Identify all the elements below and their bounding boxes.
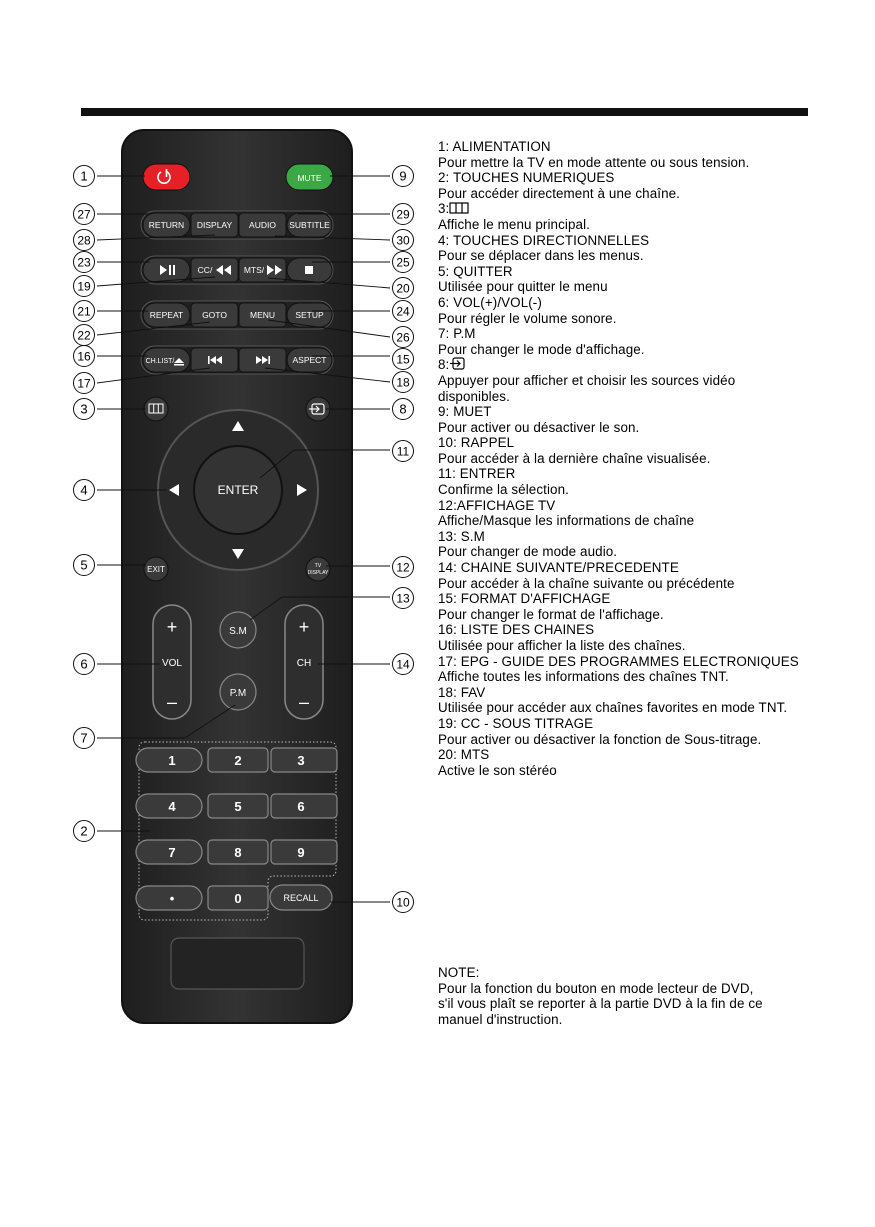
callout-30 xyxy=(393,230,414,251)
callout-13 xyxy=(393,588,414,609)
chlist-eject-button[interactable] xyxy=(143,348,190,372)
note-line: manuel d'instruction. xyxy=(438,1011,563,1027)
digit-button[interactable] xyxy=(136,840,202,864)
cc-label: CC/ xyxy=(197,265,213,275)
callout-17 xyxy=(74,373,95,394)
ch-minus-label: – xyxy=(298,692,310,712)
svg-text:10: 10 xyxy=(396,895,410,910)
note-line: NOTE: xyxy=(438,965,480,980)
ir-window xyxy=(171,938,304,989)
exit-button[interactable] xyxy=(144,557,168,581)
aspect-label: ASPECT xyxy=(292,355,327,365)
description-line: Affiche toutes les informations des chaînes TNT. xyxy=(438,669,729,685)
description-line: Pour mettre la TV en mode attente ou sous tension. xyxy=(438,154,750,170)
menu-grid-icon xyxy=(449,202,469,218)
mute-button[interactable] xyxy=(286,164,333,190)
svg-text:11: 11 xyxy=(396,444,410,459)
description-line: 16: LISTE DES CHAINES xyxy=(438,622,595,638)
description-line: Pour changer de mode audio. xyxy=(438,544,618,560)
description-line: Utilisée pour accéder aux chaînes favorites en mode TNT. xyxy=(438,700,788,716)
menu-label: MENU xyxy=(249,310,276,320)
callout-22 xyxy=(74,325,95,346)
digit-button[interactable] xyxy=(271,840,337,864)
recall-label: RECALL xyxy=(283,893,319,903)
aspect-button[interactable] xyxy=(287,348,332,372)
svg-text:18: 18 xyxy=(396,375,410,390)
description-line: Appuyer pour afficher et choisir les sources vidéo xyxy=(438,372,736,388)
description-line: Affiche/Masque les informations de chaîne xyxy=(438,513,695,529)
digit-button[interactable] xyxy=(208,748,268,772)
callout-24 xyxy=(393,301,414,322)
callout-11 xyxy=(393,441,414,462)
return-label: RETURN xyxy=(148,220,185,230)
callout-8 xyxy=(393,399,414,420)
svg-text:25: 25 xyxy=(396,255,410,270)
stop-icon xyxy=(305,266,313,274)
description-line: Pour se déplacer dans les menus. xyxy=(438,248,644,264)
svg-text:7: 7 xyxy=(80,730,88,746)
description-line: 12:AFFICHAGE TV xyxy=(438,497,556,513)
digit-label: 6 xyxy=(297,799,305,814)
description-line: 9: MUET xyxy=(438,404,492,420)
mts-forward-button[interactable] xyxy=(239,258,286,282)
previous-button[interactable] xyxy=(191,348,238,372)
svg-text:27: 27 xyxy=(77,207,91,222)
callout-23 xyxy=(74,252,95,273)
description-line: Affiche le menu principal. xyxy=(438,216,590,232)
callout-29 xyxy=(393,204,414,225)
vol-minus-label: – xyxy=(166,692,178,712)
callout-2 xyxy=(74,821,95,842)
svg-text:15: 15 xyxy=(396,352,410,367)
next-button[interactable] xyxy=(239,348,286,372)
description-line: 18: FAV xyxy=(438,684,486,700)
chlist-label: CH.LIST/ xyxy=(145,358,175,365)
svg-text:4: 4 xyxy=(80,482,88,498)
description-line: Pour accéder à la chaîne suivante ou précédente xyxy=(438,575,735,591)
description-line: Confirme la sélection. xyxy=(438,482,569,498)
digit-button[interactable] xyxy=(208,794,268,818)
description-line: 7: P.M xyxy=(438,326,476,342)
callout-9 xyxy=(393,166,414,187)
digit-label: 5 xyxy=(234,799,242,814)
callout-18 xyxy=(393,372,414,393)
svg-text:24: 24 xyxy=(396,304,410,319)
digit-button[interactable] xyxy=(136,886,202,910)
svg-text:3: 3 xyxy=(80,401,88,417)
pm-label: P.M xyxy=(229,688,247,699)
return-button[interactable] xyxy=(143,213,190,237)
svg-text:13: 13 xyxy=(396,591,410,606)
svg-text:16: 16 xyxy=(77,349,91,364)
callout-27 xyxy=(74,204,95,225)
svg-text:23: 23 xyxy=(77,255,91,270)
callout-7 xyxy=(74,728,95,749)
description-line: 2: TOUCHES NUMERIQUES xyxy=(438,170,615,186)
enter-label: ENTER xyxy=(217,483,259,497)
vol-plus-label: + xyxy=(166,617,178,637)
subtitle-label: SUBTITLE xyxy=(289,220,330,230)
svg-text:30: 30 xyxy=(396,233,410,248)
digit-label: 4 xyxy=(168,799,176,814)
callout-26 xyxy=(393,327,414,348)
audio-button[interactable] xyxy=(239,213,286,237)
svg-text:19: 19 xyxy=(77,279,91,294)
description-line: 14: CHAINE SUIVANTE/PRECEDENTE xyxy=(438,560,679,576)
repeat-button[interactable] xyxy=(143,303,190,327)
digit-label: • xyxy=(169,891,175,906)
svg-text:21: 21 xyxy=(77,304,91,319)
callout-14 xyxy=(393,654,414,675)
description-line: Pour changer le mode d'affichage. xyxy=(438,341,645,357)
callout-6 xyxy=(74,654,95,675)
source-input-icon xyxy=(449,357,465,374)
description-line: Pour activer ou désactiver la fonction de Sous-titrage. xyxy=(438,731,762,747)
digit-label: 8 xyxy=(234,845,242,860)
exit-label: EXIT xyxy=(147,565,165,574)
digit-button[interactable] xyxy=(208,840,268,864)
svg-text:5: 5 xyxy=(80,557,88,573)
digit-label: 9 xyxy=(297,845,305,860)
svg-text:1: 1 xyxy=(80,168,88,184)
svg-text:12: 12 xyxy=(396,560,410,575)
power-button[interactable] xyxy=(143,164,190,190)
description-line: 19: CC - SOUS TITRAGE xyxy=(438,715,594,731)
digit-label: 7 xyxy=(168,845,176,860)
callout-20 xyxy=(393,278,414,299)
menu-button[interactable] xyxy=(239,303,286,327)
note-line: s'il vous plaît se reporter à la partie DVD à la fin de ce xyxy=(438,996,763,1012)
description-line: disponibles. xyxy=(438,388,510,404)
callout-4 xyxy=(74,480,95,501)
sound-mode-button[interactable] xyxy=(220,612,256,648)
callout-15 xyxy=(393,349,414,370)
description-line: 17: EPG - GUIDE DES PROGRAMMES ELECTRONIQUES xyxy=(438,653,799,669)
description-line: 11: ENTRER xyxy=(438,466,516,482)
description-line: 1: ALIMENTATION xyxy=(438,139,551,154)
picture-mode-button[interactable] xyxy=(220,674,256,710)
description-line: 6: VOL(+)/VOL(-) xyxy=(438,294,542,310)
note-line: Pour la fonction du bouton en mode lecteur de DVD, xyxy=(438,980,754,996)
description-line: 3: xyxy=(438,201,868,217)
ch-label: CH xyxy=(296,658,312,669)
description-line: Pour changer le format de l'affichage. xyxy=(438,606,664,622)
sm-label: S.M xyxy=(229,626,247,637)
svg-text:2: 2 xyxy=(80,823,88,839)
svg-text:20: 20 xyxy=(396,281,410,296)
callout-10 xyxy=(393,892,414,913)
digit-button[interactable] xyxy=(271,794,337,818)
tv-display-button[interactable] xyxy=(306,557,330,581)
svg-text:26: 26 xyxy=(396,330,410,345)
description-line: 4: TOUCHES DIRECTIONNELLES xyxy=(438,232,650,248)
svg-text:8: 8 xyxy=(399,401,407,417)
svg-text:22: 22 xyxy=(77,328,91,343)
description-line: Pour régler le volume sonore. xyxy=(438,310,617,326)
tv-display-top-label: TV xyxy=(314,563,322,569)
description-line: Pour activer ou désactiver le son. xyxy=(438,419,640,435)
digit-button[interactable] xyxy=(136,748,202,772)
channel-rocker[interactable] xyxy=(285,605,323,719)
digit-label: 2 xyxy=(234,753,242,768)
display-button[interactable] xyxy=(191,213,238,237)
main-menu-button[interactable] xyxy=(144,397,168,421)
ch-plus-label: + xyxy=(298,617,310,637)
svg-text:6: 6 xyxy=(80,656,88,672)
digit-label: 3 xyxy=(297,753,305,768)
audio-label: AUDIO xyxy=(249,220,276,230)
setup-label: SETUP xyxy=(295,310,324,320)
digit-button[interactable] xyxy=(208,886,268,910)
vol-label: VOL xyxy=(161,658,183,669)
description-line: Utilisée pour quitter le menu xyxy=(438,279,608,295)
digit-label: 0 xyxy=(234,891,242,906)
digit-button[interactable] xyxy=(136,794,202,818)
callout-5 xyxy=(74,555,95,576)
description-line: 15: FORMAT D'AFFICHAGE xyxy=(438,591,611,607)
description-line: 8: xyxy=(438,357,868,373)
svg-text:17: 17 xyxy=(77,376,91,391)
callout-12 xyxy=(393,557,414,578)
goto-label: GOTO xyxy=(202,310,227,320)
description-line: 13: S.M xyxy=(438,528,485,544)
description-list xyxy=(438,139,868,778)
svg-text:9: 9 xyxy=(399,168,407,184)
description-line: 20: MTS xyxy=(438,747,490,763)
callout-21 xyxy=(74,301,95,322)
callout-1 xyxy=(74,166,95,187)
svg-text:28: 28 xyxy=(77,233,91,248)
description-line: 5: QUITTER xyxy=(438,263,513,279)
description-line: Pour accéder directement à une chaîne. xyxy=(438,185,680,201)
callout-25 xyxy=(393,252,414,273)
description-line: Utilisée pour afficher la liste des chaînes. xyxy=(438,638,686,653)
subtitle-button[interactable] xyxy=(287,213,332,237)
callout-16 xyxy=(74,346,95,367)
play-pause-button[interactable] xyxy=(143,258,190,282)
repeat-label: REPEAT xyxy=(149,310,184,320)
callout-19 xyxy=(74,276,95,297)
volume-rocker[interactable] xyxy=(153,605,191,719)
display-label: DISPLAY xyxy=(196,220,233,230)
description-line: Pour accéder à la dernière chaîne visualisée. xyxy=(438,450,711,466)
callout-28 xyxy=(74,230,95,251)
description-line: 10: RAPPEL xyxy=(438,435,515,451)
callout-3 xyxy=(74,399,95,420)
recall-button[interactable] xyxy=(270,885,332,910)
tv-display-bottom-label: DISPLAY xyxy=(307,570,329,576)
digit-label: 1 xyxy=(168,753,176,768)
description-line: Active le son stéréo xyxy=(438,762,557,778)
svg-text:14: 14 xyxy=(396,657,410,672)
svg-text:29: 29 xyxy=(396,207,410,222)
note-block xyxy=(438,965,868,1027)
mts-label: MTS/ xyxy=(243,265,265,275)
enter-button[interactable] xyxy=(194,446,282,534)
digit-button[interactable] xyxy=(271,748,337,772)
mute-label: MUTE xyxy=(297,173,322,183)
